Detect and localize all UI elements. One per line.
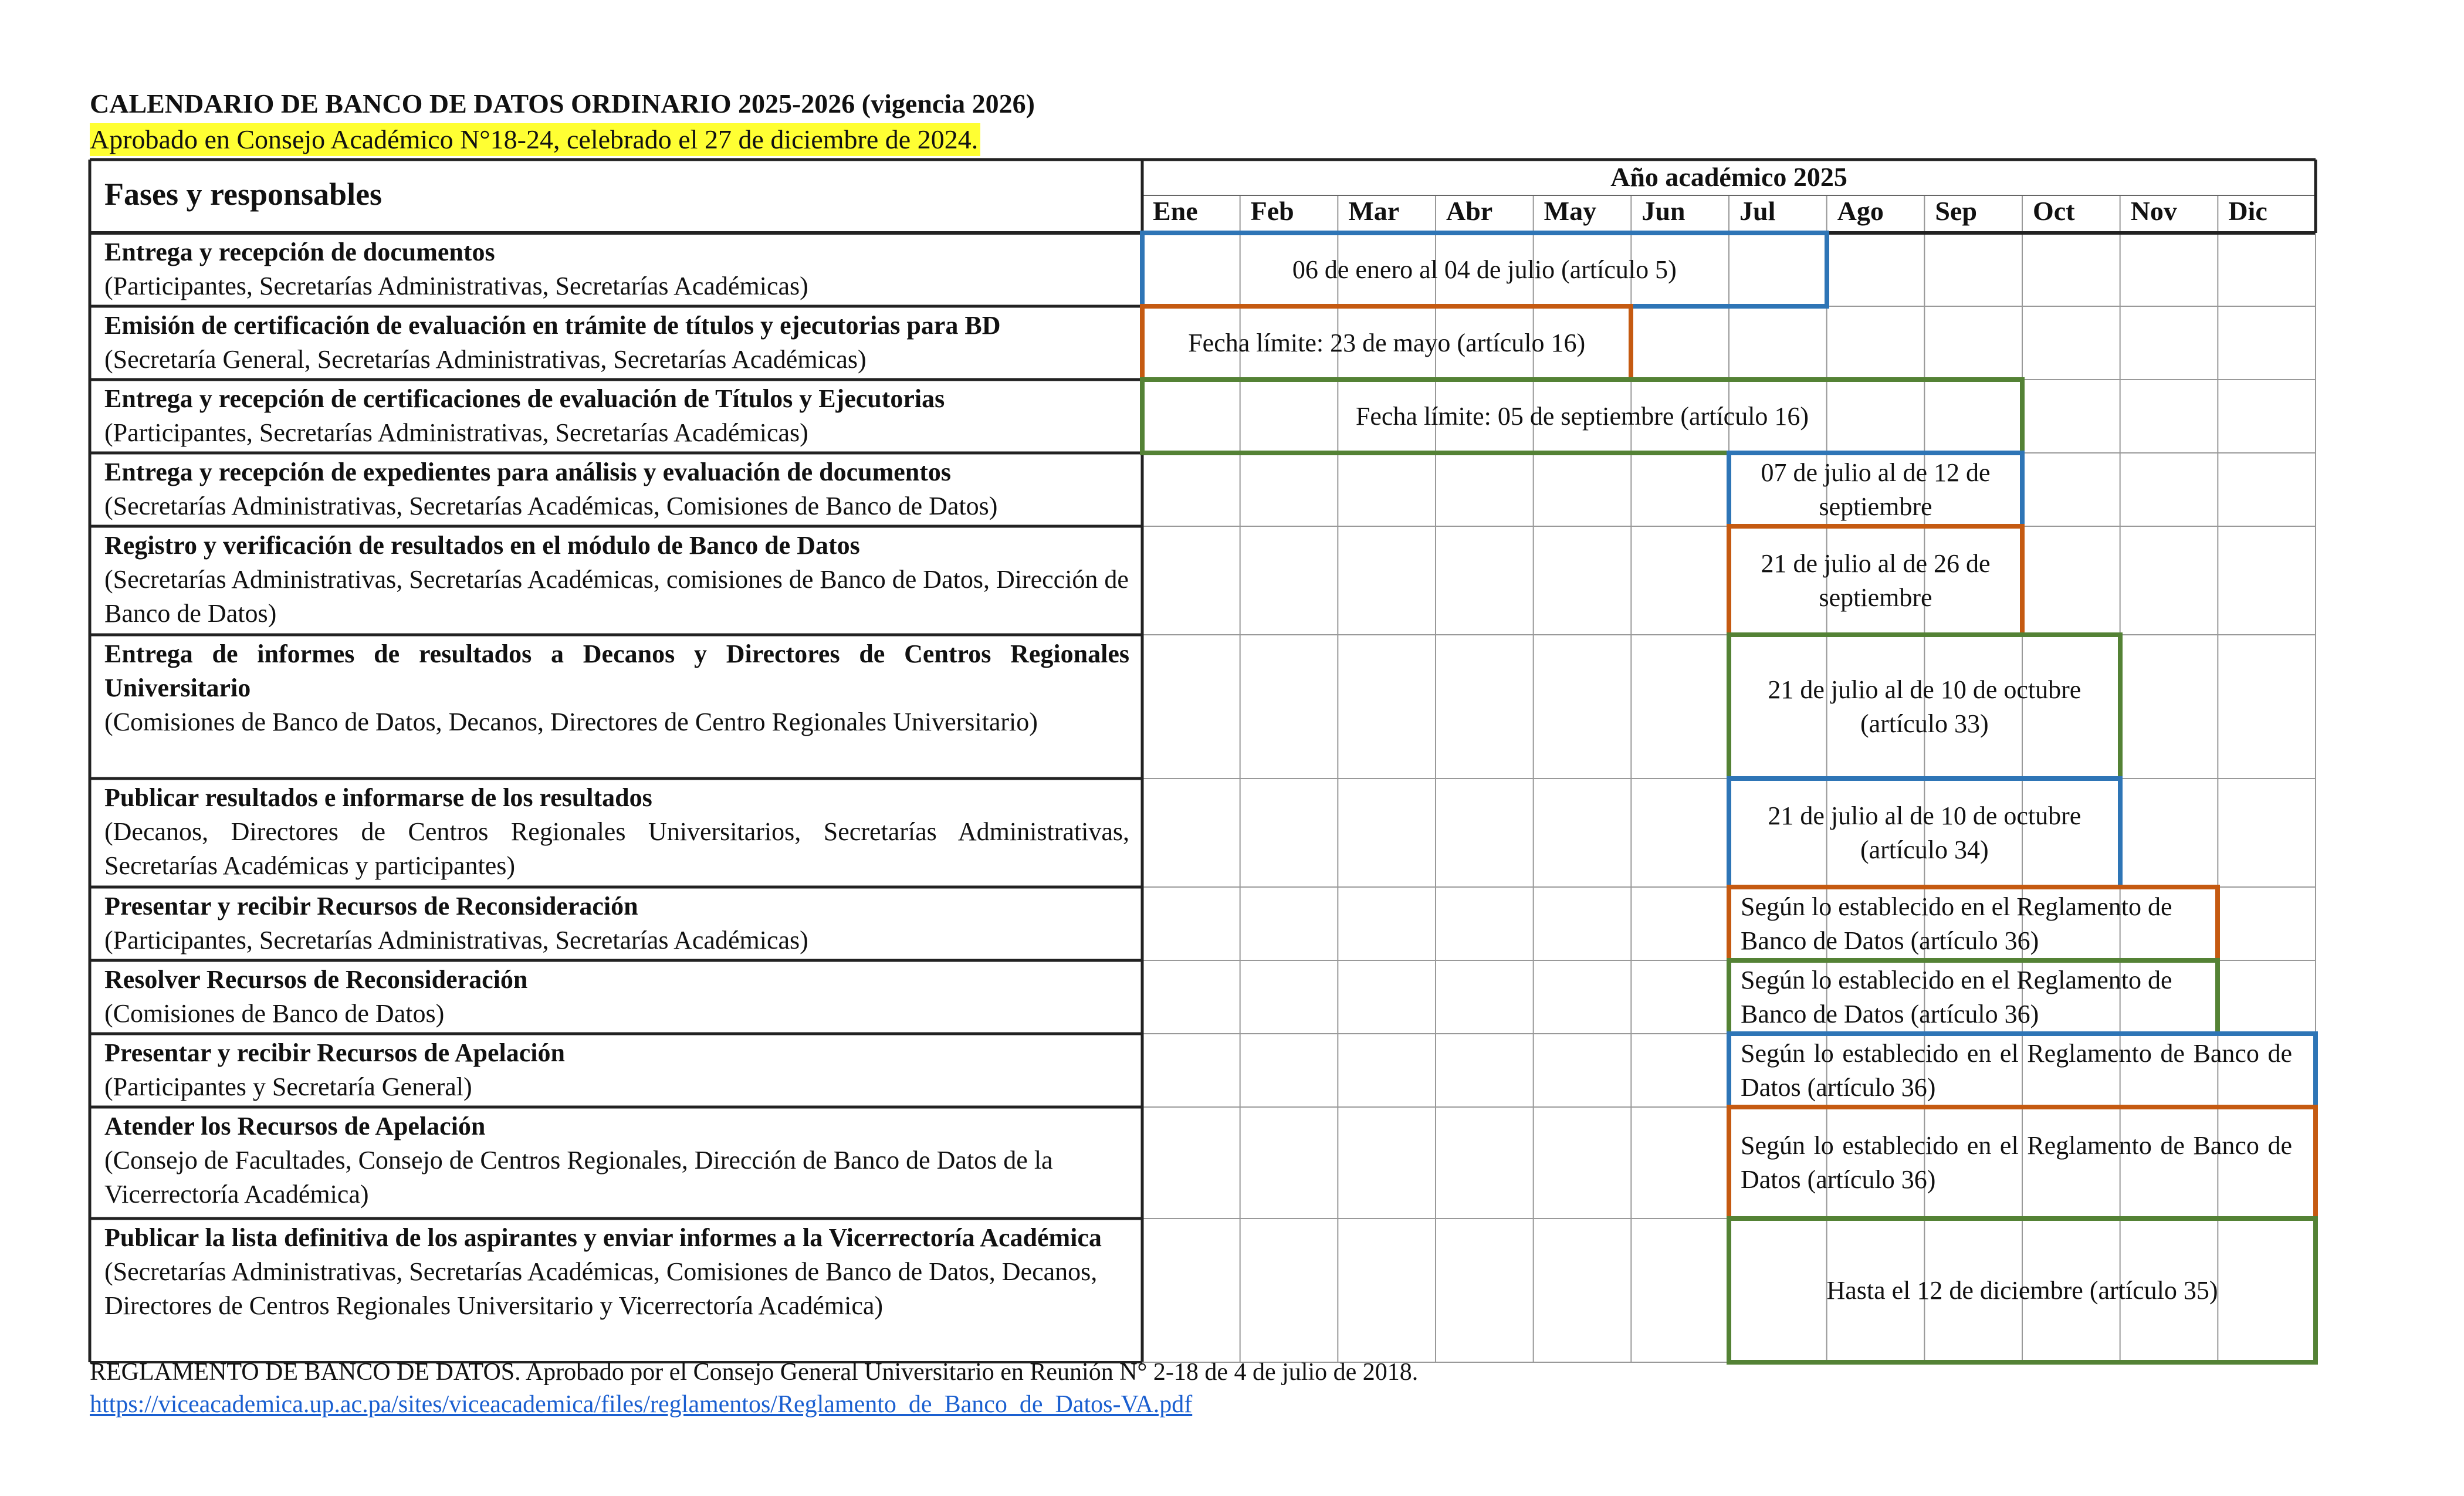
phase-title: Emisión de certificación de evaluación en trámite de títulos y ejecutorias para BD — [104, 311, 1001, 340]
approval-note: Aprobado en Consejo Académico N°18-24, celebrado el 27 de diciembre de 2024. — [90, 123, 980, 156]
month-may: May — [1544, 196, 1597, 226]
period-text: 07 de julio al de 12 de septiembre — [1761, 458, 1991, 521]
month-dic: Dic — [2228, 196, 2267, 226]
phase-row-3 — [104, 382, 1129, 452]
phase-row-6 — [104, 637, 1129, 777]
phase-row-12 — [104, 1221, 1129, 1361]
period-bar-8 — [1727, 885, 2220, 963]
month-ago: Ago — [1837, 196, 1884, 226]
month-feb: Feb — [1250, 196, 1294, 226]
phase-row-11 — [104, 1109, 1129, 1217]
month-mar: Mar — [1348, 196, 1400, 226]
document-title: CALENDARIO DE BANCO DE DATOS ORDINARIO 2025-2026 (vigencia 2026) — [90, 89, 1035, 119]
phase-responsibles: (Secretarías Administrativas, Secretarías Académicas, comisiones de Banco de Datos, Dirección de Banco de Datos) — [104, 565, 1129, 628]
phase-responsibles: (Secretarías Administrativas, Secretarías Académicas, Comisiones de Banco de Datos, Decanos, Directores de Centros Regionales Universitario y Vicerrectoría Académica) — [104, 1257, 1098, 1320]
period-text: 06 de enero al 04 de julio (artículo 5) — [1292, 255, 1677, 284]
period-text: 21 de julio al de 10 de octubre (artículo 34) — [1768, 801, 2081, 864]
phase-title: Publicar la lista definitiva de los aspirantes y enviar informes a la Vicerrectoría Académica — [104, 1223, 1102, 1252]
phase-row-8 — [104, 889, 1129, 959]
phase-responsibles: (Consejo de Facultades, Consejo de Centros Regionales, Dirección de Banco de Datos de la Vicerrectoría Académica) — [104, 1146, 1053, 1209]
phase-responsibles: (Comisiones de Banco de Datos) — [104, 999, 445, 1028]
phase-title: Entrega de informes de resultados a Decanos y Directores de Centros Regionales Universitario — [104, 639, 1129, 702]
phase-row-10 — [104, 1036, 1129, 1106]
phase-title: Entrega y recepción de documentos — [104, 238, 495, 266]
period-bar-11 — [1727, 1105, 2318, 1221]
period-bar-4 — [1727, 451, 2025, 529]
period-bar-3 — [1140, 377, 2025, 455]
period-text: 21 de julio al de 10 de octubre (artículo 33) — [1768, 675, 2081, 738]
period-text: Según lo establecido en el Reglamento de Banco de Datos (artículo 36) — [1741, 965, 2172, 1028]
phase-title: Presentar y recibir Recursos de Apelación — [104, 1038, 565, 1067]
period-bar-5 — [1727, 524, 2025, 637]
regulation-link[interactable]: https://viceacademica.up.ac.pa/sites/viceacademica/files/reglamentos/Reglamento_de_Banco_de_Datos-VA.pdf — [90, 1391, 1193, 1418]
academic-year-header: Año académico 2025 — [1610, 162, 1847, 192]
phase-row-5 — [104, 529, 1129, 634]
period-text: Según lo establecido en el Reglamento de Banco de Datos (artículo 36) — [1741, 1131, 2292, 1194]
phase-title: Entrega y recepción de expedientes para análisis y evaluación de documentos — [104, 458, 952, 486]
period-bar-9 — [1727, 958, 2220, 1036]
phase-title: Registro y verificación de resultados en el módulo de Banco de Datos — [104, 531, 860, 560]
phase-responsibles: (Secretarías Administrativas, Secretarías Académicas, Comisiones de Banco de Datos) — [104, 492, 998, 520]
period-text: Según lo establecido en el Reglamento de Banco de Datos (artículo 36) — [1741, 892, 2172, 955]
phase-title: Atender los Recursos de Apelación — [104, 1112, 486, 1140]
period-bar-1 — [1140, 231, 1829, 309]
period-text: Fecha límite: 05 de septiembre (artículo 16) — [1355, 401, 1809, 431]
month-jun: Jun — [1641, 196, 1685, 226]
period-text: Hasta el 12 de diciembre (artículo 35) — [1826, 1275, 2218, 1305]
phase-row-2 — [104, 309, 1129, 378]
phase-responsibles: (Participantes, Secretarías Administrativas, Secretarías Académicas) — [104, 926, 808, 955]
month-sep: Sep — [1935, 196, 1977, 226]
period-bar-12 — [1727, 1216, 2318, 1365]
phase-responsibles: (Decanos, Directores de Centros Regionales Universitarios, Secretarías Administrativas, Secretarías Académicas y participantes) — [104, 817, 1129, 880]
regulation-note: REGLAMENTO DE BANCO DE DATOS. Aprobado por el Consejo General Universitario en Reunión N° 2-18 de 4 de julio de 2018. — [90, 1359, 1419, 1386]
month-jul: Jul — [1739, 196, 1776, 226]
month-oct: Oct — [2033, 196, 2075, 226]
phase-row-9 — [104, 963, 1129, 1033]
phase-row-7 — [104, 781, 1129, 886]
period-bar-6 — [1727, 632, 2123, 781]
phase-title: Publicar resultados e informarse de los resultados — [104, 783, 652, 812]
phase-title: Resolver Recursos de Reconsideración — [104, 965, 528, 994]
phase-responsibles: (Participantes, Secretarías Administrativas, Secretarías Académicas) — [104, 272, 808, 300]
phase-responsibles: (Participantes, Secretarías Administrativas, Secretarías Académicas) — [104, 418, 808, 447]
phase-title: Presentar y recibir Recursos de Reconsideración — [104, 892, 638, 920]
month-ene: Ene — [1153, 196, 1198, 226]
period-bar-7 — [1727, 776, 2123, 889]
period-text: Fecha límite: 23 de mayo (artículo 16) — [1188, 328, 1586, 357]
period-bar-2 — [1140, 304, 1633, 382]
phases-header: Fases y responsables — [104, 177, 383, 212]
month-abr: Abr — [1446, 196, 1493, 226]
phase-responsibles: (Comisiones de Banco de Datos, Decanos, Directores de Centro Regionales Universitario) — [104, 708, 1038, 736]
period-bar-10 — [1727, 1031, 2318, 1109]
phase-responsibles: (Secretaría General, Secretarías Administrativas, Secretarías Académicas) — [104, 345, 867, 374]
phase-row-4 — [104, 455, 1129, 525]
phase-row-1 — [104, 235, 1129, 305]
month-nov: Nov — [2130, 196, 2177, 226]
period-text: 21 de julio al de 26 de septiembre — [1761, 549, 1991, 612]
phase-responsibles: (Participantes y Secretaría General) — [104, 1072, 472, 1101]
phase-title: Entrega y recepción de certificaciones de evaluación de Títulos y Ejecutorias — [104, 384, 945, 413]
period-text: Según lo establecido en el Reglamento de Banco de Datos (artículo 36) — [1741, 1038, 2292, 1102]
